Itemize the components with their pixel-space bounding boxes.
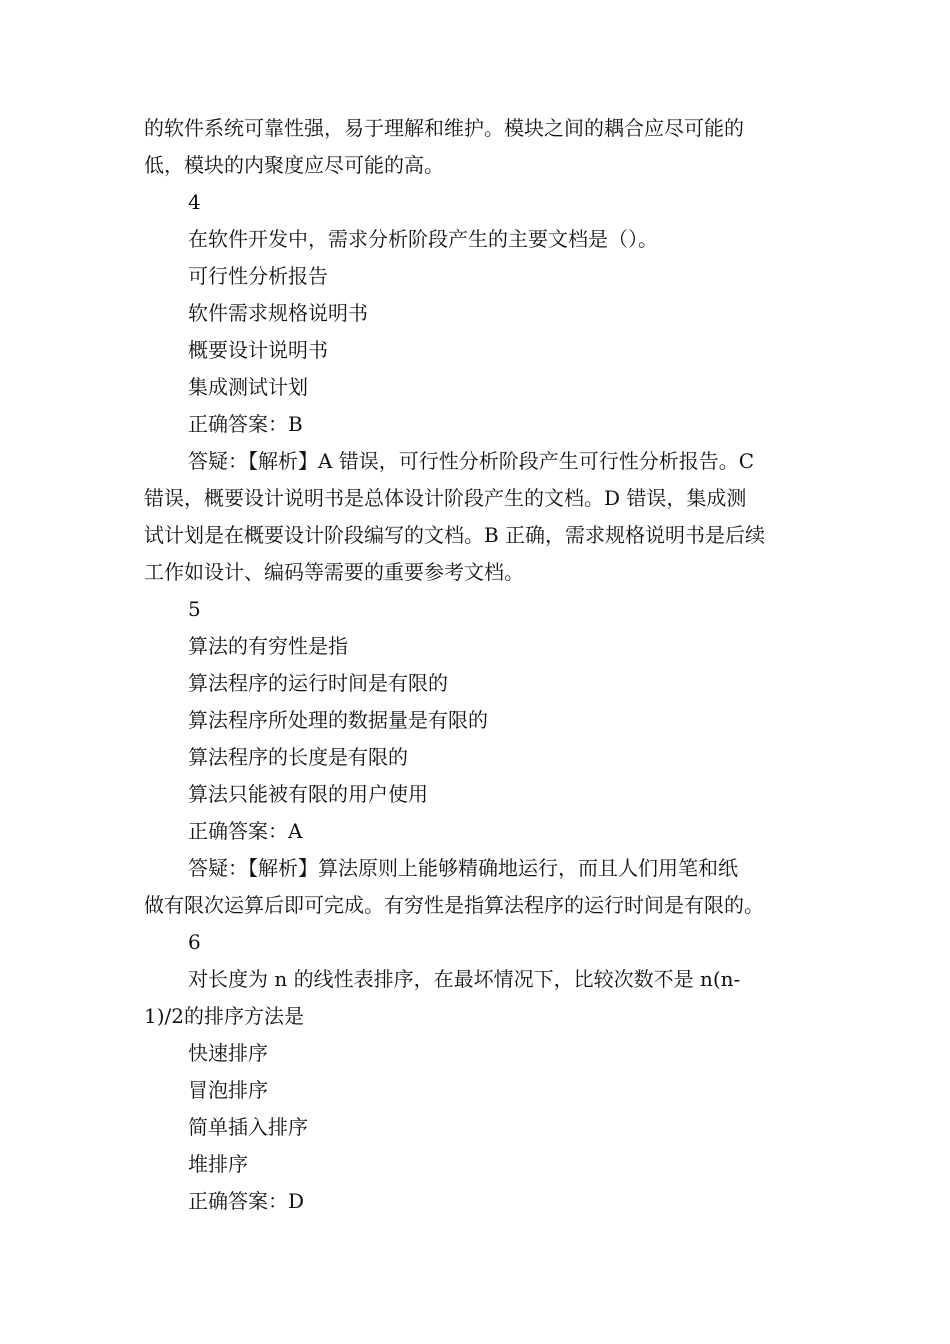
explanation-line: 工作如设计、编码等需要的重要参考文档。 xyxy=(144,560,524,584)
intro-text-line: 低，模块的内聚度应尽可能的高。 xyxy=(144,153,444,177)
answer-option: 算法只能被有限的用户使用 xyxy=(188,782,428,806)
explanation-line: 试计划是在概要设计阶段编写的文档。B 正确，需求规格说明书是后续 xyxy=(144,523,766,547)
explanation-line: 答疑：【解析】A 错误，可行性分析阶段产生可行性分析报告。C xyxy=(188,449,755,473)
answer-option: 概要设计说明书 xyxy=(188,338,328,362)
answer-option: 算法程序的长度是有限的 xyxy=(188,745,408,769)
question-text: 1)/2的排序方法是 xyxy=(144,1004,304,1028)
question-text: 在软件开发中，需求分析阶段产生的主要文档是（）。 xyxy=(188,227,658,251)
answer-option: 冒泡排序 xyxy=(188,1078,268,1102)
answer-option: 可行性分析报告 xyxy=(188,264,328,288)
explanation-line: 做有限次运算后即可完成。有穷性是指算法程序的运行时间是有限的。 xyxy=(144,893,764,917)
correct-answer: 正确答案：D xyxy=(188,1189,305,1213)
question-number: 6 xyxy=(188,930,201,954)
answer-option: 快速排序 xyxy=(188,1041,268,1065)
question-number: 4 xyxy=(188,190,201,214)
answer-option: 集成测试计划 xyxy=(188,375,308,399)
correct-answer: 正确答案：A xyxy=(188,819,303,843)
document-body xyxy=(144,110,824,1220)
answer-option: 算法程序的运行时间是有限的 xyxy=(188,671,448,695)
correct-answer: 正确答案：B xyxy=(188,412,303,436)
answer-option: 堆排序 xyxy=(188,1152,248,1176)
question-number: 5 xyxy=(188,597,201,621)
intro-text-line: 的软件系统可靠性强，易于理解和维护。模块之间的耦合应尽可能的 xyxy=(144,116,744,140)
explanation-line: 错误，概要设计说明书是总体设计阶段产生的文档。D 错误，集成测 xyxy=(144,486,747,510)
answer-option: 算法程序所处理的数据量是有限的 xyxy=(188,708,488,732)
question-text: 对长度为 n 的线性表排序，在最坏情况下，比较次数不是 n(n- xyxy=(188,967,741,991)
answer-option: 软件需求规格说明书 xyxy=(188,301,368,325)
answer-option: 简单插入排序 xyxy=(188,1115,308,1139)
question-text: 算法的有穷性是指 xyxy=(188,634,348,658)
explanation-line: 答疑：【解析】算法原则上能够精确地运行，而且人们用笔和纸 xyxy=(188,856,738,880)
